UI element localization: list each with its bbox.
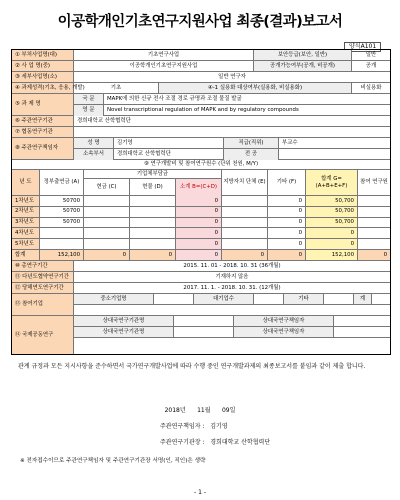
budget-cell-e [222, 218, 268, 228]
budget-cell-total: 50,700 [306, 218, 358, 228]
col-subtotal: 소계 B=(C+D) [176, 179, 222, 196]
budget-cell-gov: 50700 [40, 207, 84, 217]
partner-sme-value [154, 294, 194, 304]
partner-col-total: 계 [354, 294, 372, 304]
researcher-name: 김기영 [114, 138, 224, 148]
year-header: 년 도 [12, 170, 40, 195]
budget-cell-year: 4차년도 [12, 228, 40, 238]
budget-cell-staff [358, 239, 390, 249]
budget-cell-staff [358, 207, 390, 217]
org-label: ⑥ 주관연구기관 [12, 116, 74, 126]
budget-row [12, 218, 390, 229]
budget-cell-e [222, 239, 268, 249]
budget-cell-gov [40, 239, 84, 249]
budget-cell-staff: 0 [358, 250, 390, 260]
col-total: 합계 G=(A+B+E+F) [306, 170, 358, 195]
budget-cell-gov: 50700 [40, 218, 84, 228]
inst-signature-value: 경희대학교 산학협력단 [210, 439, 271, 446]
budget-row [12, 228, 390, 239]
intl-org-value [174, 316, 234, 326]
budget-cell-d [130, 196, 176, 206]
intl-row-2 [74, 327, 390, 338]
english-label: 영 문 [74, 105, 104, 116]
korean-label: 국 문 [74, 94, 104, 104]
budget-cell-total: 50,700 [306, 196, 358, 206]
partner-total-value [372, 294, 390, 304]
disclosure-value: 공개 [365, 62, 377, 69]
footnote: ※ 전자접수이므로 주관연구책임자 및 주관연구기관장 서명(인, 직인)은 생략 [20, 458, 206, 464]
budget-table-header [12, 170, 390, 196]
date-year: 2018년 [164, 407, 186, 414]
type-value: 비실용화 [360, 84, 382, 91]
budget-row [12, 196, 390, 207]
col-gov: 정부출연금 (A) [40, 170, 84, 195]
intl-pi-label-2: 상대국연구책임자 [234, 327, 334, 337]
plan-value: 기재하지 않음 [215, 273, 249, 280]
row-researcher [12, 138, 390, 160]
current-label: ⑫ 당해연도연구기간 [12, 283, 74, 293]
partner-col-large: 대기업수 [194, 294, 254, 304]
group-header: 기업체부담금 [84, 170, 222, 179]
researcher-position: 부교수 [282, 139, 298, 146]
coop-label: ⑦ 협동연구기관 [12, 127, 74, 137]
row-task-title [12, 94, 390, 116]
row-domain [12, 83, 390, 94]
budget-cell-sub: 0 [176, 228, 222, 238]
date-month: 11월 [197, 407, 211, 414]
coop-value [74, 127, 390, 137]
plan-label: ⑪ 다년도협약연구기간 [12, 272, 74, 282]
date-day: 09일 [221, 407, 236, 414]
budget-cell-d [130, 207, 176, 217]
disclosure-label: 공개가능여부(공개, 비공개) [254, 61, 352, 71]
korean-title-row [74, 94, 390, 105]
budget-cell-total: 0 [306, 228, 358, 238]
budget-cell-sub: 0 [176, 207, 222, 217]
row-project-name [12, 61, 390, 72]
researcher-line-2 [74, 149, 390, 160]
budget-cell-total: 0 [306, 239, 358, 249]
partner-col-other: 기타 [284, 294, 324, 304]
budget-cell-f: 0 [268, 239, 306, 249]
row-plan [12, 272, 390, 283]
period-value: 2015. 11. 01 - 2018. 10. 31 (36개월) [183, 262, 281, 269]
budget-cell-f: 0 [268, 196, 306, 206]
budget-cell-e [222, 207, 268, 217]
budget-cell-c [84, 239, 130, 249]
col-staff: 참여 연구원 [360, 179, 388, 186]
row-budget-header [12, 160, 390, 170]
col-local: 지방자치 단체 (E) [222, 170, 268, 195]
notice-text: 관계 규정과 모든 지시사항을 준수하면서 국가연구개발사업에 따라 수행 중인 연구개발과제의 최종보고서를 붙임과 같이 제출 합니다. [18, 363, 366, 370]
col-other: 기타 (F) [268, 170, 306, 195]
detail-label: ③ 세부사업명(소) [12, 72, 74, 82]
budget-cell-staff [358, 218, 390, 228]
org-value: 경희대학교 산학협력단 [77, 117, 131, 124]
budget-cell-f: 0 [268, 207, 306, 217]
budget-cell-staff [358, 196, 390, 206]
domain-value: 기초 [74, 83, 159, 93]
project-name-value: 이공학개인기초연구지원사업 [74, 61, 254, 71]
budget-cell-f: 0 [268, 250, 306, 260]
col-cash: 현금 (C) [84, 179, 130, 196]
budget-cell-total: 152,100 [306, 250, 358, 260]
budget-row [12, 207, 390, 218]
row-current [12, 283, 390, 294]
project-name-label: ② 사 업 명(중) [12, 61, 74, 71]
inst-signature-label: 주관연구기관장 : [160, 439, 205, 446]
report-form [11, 49, 391, 355]
budget-cell-d: 0 [130, 250, 176, 260]
security-label: 보안등급(보안, 일반) [254, 50, 352, 60]
budget-cell-gov: 50700 [40, 196, 84, 206]
partner-other-value [324, 294, 354, 304]
intl-org-label: 상대국연구기관명 [74, 316, 174, 326]
name-label: 성 명 [74, 138, 114, 148]
budget-cell-c [84, 207, 130, 217]
partner-label: ⑬ 참여기업 [12, 294, 74, 315]
row-coop [12, 127, 390, 138]
partner-header [74, 294, 390, 305]
report-title: 이공학개인기초연구지원사업 최종(결과)보고서 [57, 14, 343, 30]
business-area-value: 기초연구사업 [74, 50, 254, 60]
detail-value: 일반 연구자 [218, 73, 246, 80]
budget-cell-year: 3차년도 [12, 218, 40, 228]
current-value: 2017. 11. 1. - 2018. 10. 31. (12개월) [183, 284, 281, 291]
researcher-major [279, 149, 390, 160]
row-intl [12, 316, 390, 354]
intl-pi-value [334, 316, 390, 326]
intl-pi-value-2 [334, 327, 390, 337]
budget-cell-year: 1차년도 [12, 196, 40, 206]
budget-sum-row [12, 250, 390, 261]
intl-org-value-2 [174, 327, 234, 337]
budget-cell-d [130, 239, 176, 249]
budget-cell-c: 0 [84, 250, 130, 260]
budget-cell-d [130, 228, 176, 238]
position-label: 직급(직위) [224, 138, 279, 148]
budget-cell-sub: 0 [176, 239, 222, 249]
pi-signature [160, 421, 228, 430]
affil-label: 소속부서 [74, 149, 114, 160]
row-business-area [12, 50, 390, 61]
intl-row-1 [74, 316, 390, 327]
budget-cell-e [222, 196, 268, 206]
partner-col-sme: 중소기업명 [74, 294, 154, 304]
budget-cell-f: 0 [268, 218, 306, 228]
researcher-line-1 [74, 138, 390, 149]
budget-cell-year: 5차년도 [12, 239, 40, 249]
budget-cell-sub: 0 [176, 196, 222, 206]
form-number: 양식A101 [344, 42, 381, 52]
intl-label: ⑭ 국제공동연구 [12, 316, 74, 354]
business-area-label: ① 부처사업명(대) [12, 50, 74, 60]
budget-cell-gov: 152,100 [40, 250, 84, 260]
korean-title: MAPK에 의한 신규 전사 조절 경로 규명과 조절 물질 발굴 [107, 95, 242, 102]
row-period [12, 261, 390, 272]
type-label: ④-1 실용화 대상여부(실용화, 비실용화) [159, 83, 352, 93]
budget-cell-gov [40, 228, 84, 238]
budget-cell-year: 2차년도 [12, 207, 40, 217]
security-value: 일반 [365, 51, 377, 58]
submit-date [0, 405, 400, 414]
budget-cell-c [84, 196, 130, 206]
budget-cell-d [130, 218, 176, 228]
domain-label: ④ 과제성격(기초, 응용, 개발) [12, 83, 74, 93]
budget-row [12, 239, 390, 250]
researcher-affiliation: 경희대학교 산학협력단 [114, 149, 224, 160]
page-number: - 1 - [194, 489, 206, 496]
budget-cell-e [222, 228, 268, 238]
budget-cell-total: 50,700 [306, 207, 358, 217]
row-org [12, 116, 390, 127]
task-label: ⑤ 과 제 명 [12, 94, 74, 115]
budget-cell-c [84, 218, 130, 228]
intl-org-label-2: 상대국연구기관명 [74, 327, 174, 337]
col-inkind: 현물 (D) [130, 179, 176, 196]
pi-signature-label: 주관연구책임자 : [160, 423, 205, 430]
period-label: ⑩ 총연구기간 [12, 261, 74, 271]
partner-large-value [254, 294, 284, 304]
budget-cell-sub: 0 [176, 250, 222, 260]
english-title-row [74, 105, 390, 116]
company-share-group [84, 170, 222, 196]
english-title: Novel transcriptional regulation of MAPK and by regulatory compounds [107, 107, 299, 114]
budget-cell-sub: 0 [176, 218, 222, 228]
researcher-label: ⑧ 주관연구책임자 [12, 138, 74, 159]
budget-cell-c [84, 228, 130, 238]
row-partner [12, 294, 390, 316]
budget-cell-f: 0 [268, 228, 306, 238]
budget-cell-staff [358, 228, 390, 238]
budget-cell-e: 0 [222, 250, 268, 260]
inst-signature [160, 437, 270, 446]
budget-header: ⑨ 연구개발비 및 참여연구원수 (단위 천원, M/Y) [143, 161, 259, 168]
major-label: 전 공 [224, 149, 279, 160]
intl-pi-label: 상대국연구책임자 [234, 316, 334, 326]
row-detail [12, 72, 390, 83]
pi-signature-value: 김기영 [210, 423, 228, 430]
budget-cell-year: 합계 [12, 250, 40, 260]
